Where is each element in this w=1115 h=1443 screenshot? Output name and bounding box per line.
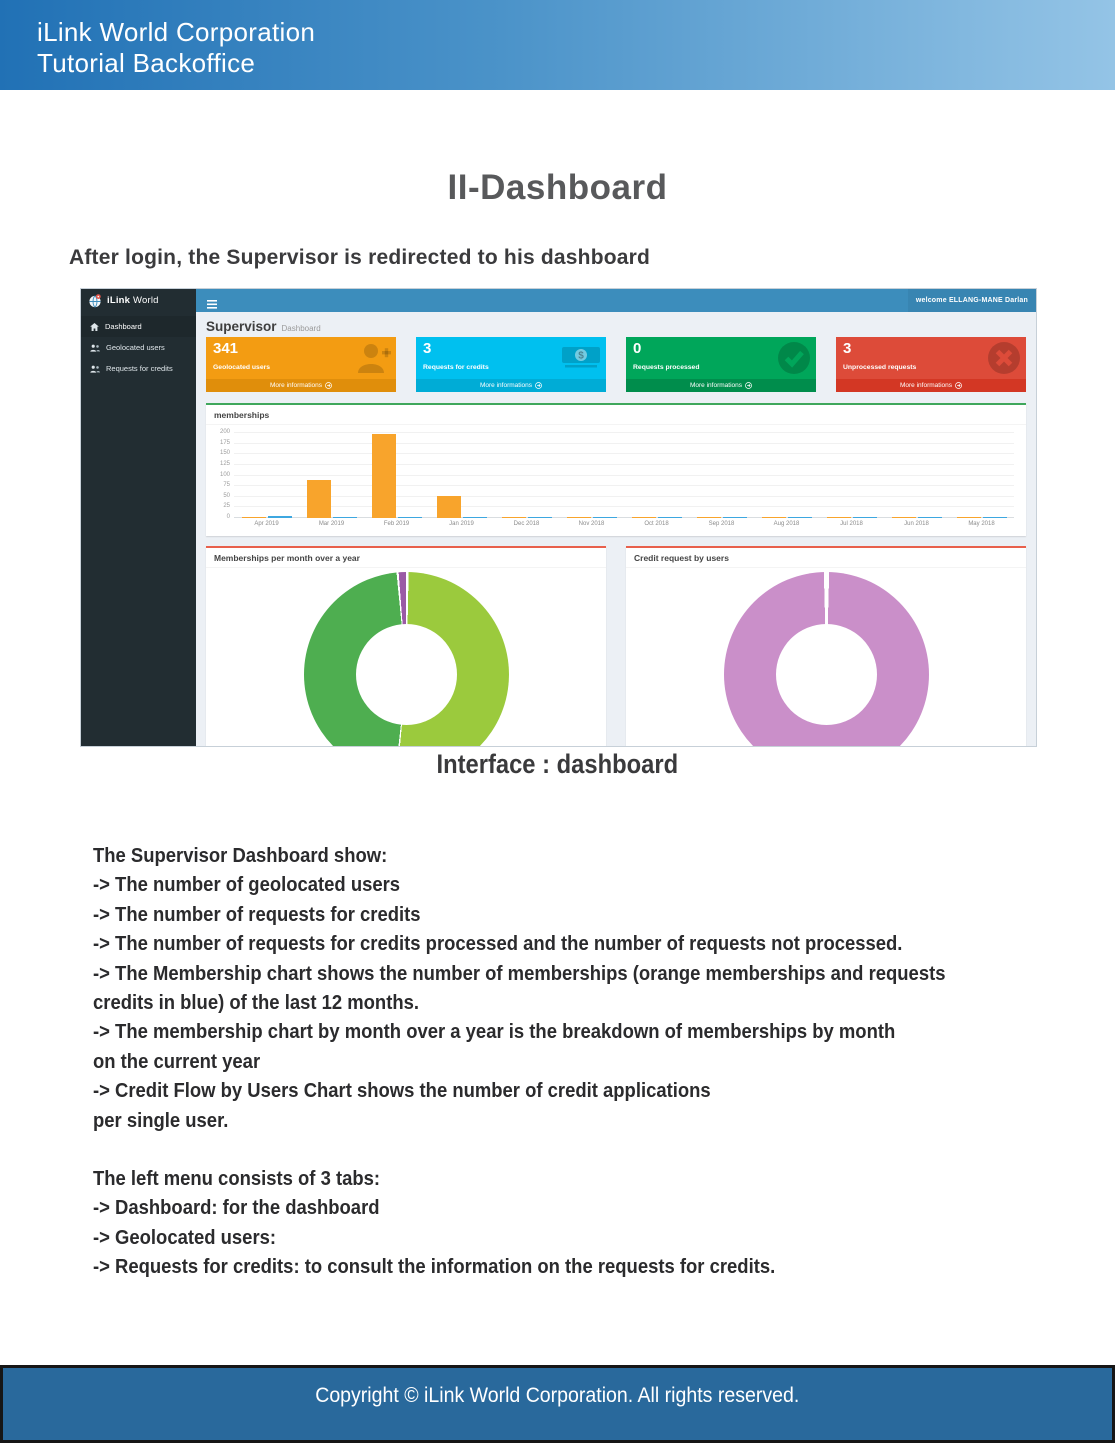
stat-label: Requests processed	[633, 364, 700, 371]
bar-requests-credits	[593, 517, 617, 518]
bar-slot	[819, 433, 884, 527]
y-tick-label: 25	[223, 503, 230, 510]
header-line-2: Tutorial Backoffice	[37, 48, 256, 78]
sidebar-item-geolocated-users[interactable]	[81, 337, 196, 358]
bar-slot	[494, 433, 559, 527]
paragraph-left-menu-description	[93, 1164, 1065, 1282]
app-brand[interactable]	[81, 289, 196, 312]
bar-requests-credits	[723, 517, 747, 518]
x-tick-label: Sep 2018	[708, 521, 735, 527]
bar-slot	[429, 433, 494, 527]
credit-request-panel	[626, 546, 1026, 746]
welcome-user-label[interactable]: welcome ELLANG-MANE Darlan	[908, 289, 1036, 312]
body-line: -> The membership chart by month over a year is the breakdown of memberships by month	[93, 1020, 896, 1044]
sidebar-item-requests-for-credits[interactable]	[81, 358, 196, 379]
user-plus-icon	[355, 341, 391, 378]
x-tick-label: Dec 2018	[513, 521, 540, 527]
sidebar-item-label: Dashboard	[105, 322, 142, 331]
x-circle-icon	[987, 341, 1021, 380]
stat-value: 341	[213, 340, 239, 357]
stat-value: 3	[843, 340, 852, 357]
bar-requests-credits	[268, 516, 292, 518]
home-icon	[90, 323, 99, 331]
x-tick-label: Mar 2019	[318, 521, 345, 527]
more-informations-label: More informations	[689, 382, 743, 389]
more-informations-label: More informations	[899, 382, 953, 389]
body-line: -> Dashboard: for the dashboard	[93, 1196, 380, 1220]
bar-slot	[689, 433, 754, 527]
body-line: -> The number of requests for credits processed and the number of requests not processed.	[93, 932, 903, 956]
bar-requests-credits	[853, 517, 877, 518]
app-topbar	[196, 289, 1036, 312]
sidebar-item-label: Requests for credits	[106, 364, 173, 373]
document-footer	[0, 1365, 1115, 1443]
x-tick-label: Oct 2018	[644, 521, 669, 527]
copyright-text: Copyright © iLink World Corporation. All rights reserved.	[315, 1384, 800, 1407]
users-icon	[90, 344, 100, 352]
bar-slot	[299, 433, 364, 527]
stat-label: Requests for credits	[423, 364, 489, 371]
x-tick-label: Feb 2019	[383, 521, 410, 527]
bar-memberships	[372, 434, 396, 518]
screenshot-caption: Interface : dashboard	[436, 749, 679, 779]
main-content	[196, 312, 1036, 746]
body-line: -> The number of geolocated users	[93, 873, 401, 897]
x-tick-label: Jul 2018	[840, 521, 863, 527]
x-tick-label: Aug 2018	[773, 521, 800, 527]
paragraph-dashboard-description	[93, 841, 1065, 1135]
arrow-circle-icon	[955, 382, 962, 389]
more-informations-link[interactable]	[206, 379, 396, 392]
bar-slot	[624, 433, 689, 527]
body-line: -> Requests for credits: to consult the information on the requests for credits.	[93, 1255, 776, 1279]
more-informations-label: More informations	[269, 382, 323, 389]
credit-request-donut-chart	[724, 572, 929, 746]
body-line: The left menu consists of 3 tabs:	[93, 1167, 381, 1191]
bar-slot	[949, 433, 1014, 527]
y-tick-label: 200	[219, 429, 230, 435]
bar-slot	[559, 433, 624, 527]
bar-memberships	[762, 517, 786, 518]
bar-memberships	[957, 517, 981, 518]
x-tick-label: Apr 2019	[254, 521, 279, 527]
bar-requests-credits	[983, 517, 1007, 518]
bar-memberships	[697, 517, 721, 518]
body-line: -> The number of requests for credits	[93, 902, 421, 926]
bar-memberships	[567, 517, 591, 518]
body-line: per single user.	[93, 1108, 229, 1132]
users-icon	[90, 365, 100, 373]
x-tick-label: Jan 2019	[449, 521, 474, 527]
document-header	[0, 0, 1115, 90]
stat-card-geolocated-users	[206, 337, 396, 392]
page-heading	[206, 318, 321, 336]
stat-value: 0	[633, 340, 642, 357]
x-tick-label: May 2018	[968, 521, 995, 527]
body-line: The Supervisor Dashboard show:	[93, 844, 388, 867]
globe-pin-icon	[88, 294, 102, 308]
x-tick-label: Nov 2018	[578, 521, 605, 527]
bar-memberships	[632, 517, 656, 518]
memberships-donut-chart	[304, 572, 509, 746]
bar-slot	[364, 433, 429, 527]
y-tick-label: 125	[219, 460, 230, 467]
y-tick-label: 75	[223, 482, 230, 489]
dashboard-screenshot	[80, 288, 1037, 747]
memberships-chart-panel	[206, 403, 1026, 536]
header-line-1: iLink World Corporation	[37, 17, 316, 47]
svg-text:$: $	[578, 350, 584, 362]
bar-requests-credits	[528, 517, 552, 518]
arrow-circle-icon	[325, 382, 332, 389]
memberships-chart-title: memberships	[206, 405, 1026, 425]
memberships-bar-chart	[219, 429, 1014, 527]
more-informations-link[interactable]	[626, 379, 816, 392]
bar-memberships	[827, 517, 851, 518]
brand-text: iLink World	[107, 295, 159, 306]
y-tick-label: 150	[219, 450, 230, 457]
memberships-per-month-title: Memberships per month over a year	[206, 548, 606, 568]
body-line: on the current year	[93, 1049, 261, 1073]
stat-card-unprocessed-requests	[836, 337, 1026, 392]
page-title: Supervisor	[206, 319, 277, 334]
x-tick-label: Jun 2018	[904, 521, 929, 527]
bar-slot	[884, 433, 949, 527]
arrow-circle-icon	[745, 382, 752, 389]
stat-label: Unprocessed requests	[843, 364, 917, 371]
memberships-per-month-panel	[206, 546, 606, 746]
arrow-circle-icon	[535, 382, 542, 389]
bar-memberships	[892, 517, 916, 518]
document-title: II-Dashboard	[447, 168, 668, 207]
bar-memberships	[502, 517, 526, 518]
y-tick-label: 50	[223, 492, 230, 499]
bar-memberships	[437, 496, 461, 518]
intro-text: After login, the Supervisor is redirected to his dashboard	[69, 246, 651, 269]
check-circle-icon	[777, 341, 811, 380]
body-text	[93, 841, 1065, 1282]
body-line: -> Credit Flow by Users Chart shows the number of credit applications	[93, 1079, 711, 1103]
more-informations-label: More informations	[479, 382, 533, 389]
more-informations-link[interactable]	[836, 379, 1026, 392]
stat-card-requests-processed	[626, 337, 816, 392]
body-line: credits in blue) of the last 12 months.	[93, 991, 420, 1015]
bar-memberships	[242, 517, 266, 518]
stat-card-requests-for-credits	[416, 337, 606, 392]
stat-cards-row	[206, 337, 1026, 392]
bar-slots	[234, 433, 1014, 527]
body-line: -> The Membership chart shows the number of memberships (orange memberships and requests	[93, 961, 946, 985]
bar-memberships	[307, 480, 331, 518]
banknote-icon	[561, 341, 601, 374]
y-tick-label: 100	[219, 471, 230, 478]
y-tick-label: 175	[219, 439, 230, 446]
bar-slot	[754, 433, 819, 527]
page-subtitle: Dashboard	[281, 324, 321, 333]
sidebar-item-dashboard[interactable]	[81, 316, 196, 337]
bar-requests-credits	[788, 517, 812, 518]
bar-requests-credits	[918, 517, 942, 518]
body-line: -> Geolocated users:	[93, 1225, 277, 1249]
credit-request-title: Credit request by users	[626, 548, 1026, 568]
bar-requests-credits	[658, 517, 682, 518]
stat-value: 3	[423, 340, 432, 357]
bar-requests-credits	[333, 517, 357, 518]
stat-label: Geolocated users	[213, 364, 271, 371]
bar-requests-credits	[463, 517, 487, 518]
bar-requests-credits	[398, 517, 422, 518]
more-informations-link[interactable]	[416, 379, 606, 392]
sidebar	[81, 312, 196, 746]
sidebar-item-label: Geolocated users	[106, 343, 165, 352]
bar-slot	[234, 433, 299, 527]
y-tick-label: 0	[226, 514, 230, 520]
